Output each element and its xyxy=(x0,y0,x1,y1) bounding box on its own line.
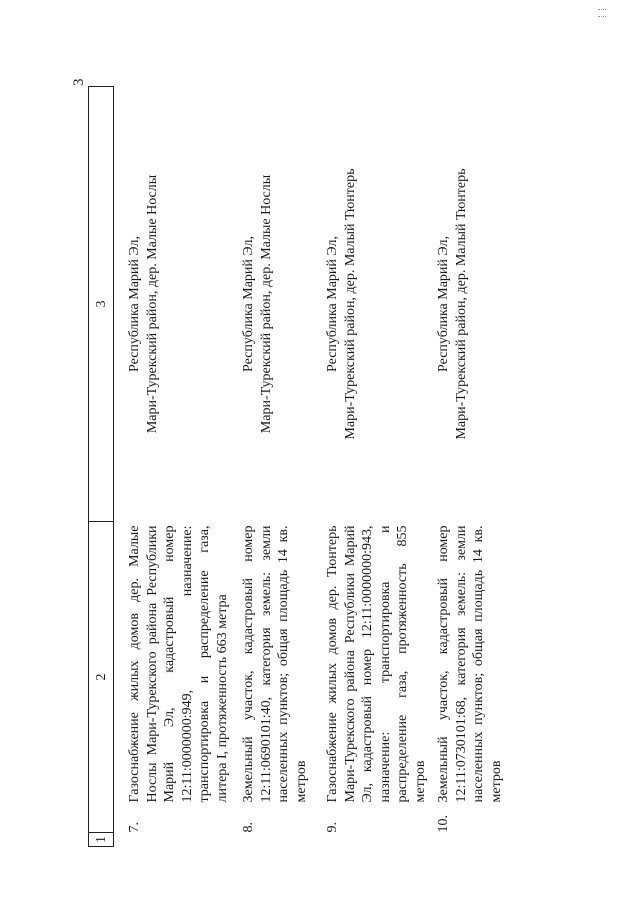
row-description: Газоснабжение жилых домов дер. Малые Нослы Мари-Турекского района Республики Марий Эл, кадастровый номер 12:11:0000000:949, назначение: транспортировка и распределение газа, литера I, протяженность 663 метра xyxy=(127,525,230,803)
location-line-1: Республика Марий Эл, xyxy=(127,236,142,372)
location-line-2: Мари-Турекский район, дер. Малые Нослы xyxy=(258,174,274,434)
description-cell xyxy=(429,522,529,833)
location-line-1: Республика Марий Эл, xyxy=(325,236,340,372)
description-cell xyxy=(231,522,318,833)
header-col-2: 2 xyxy=(89,522,114,833)
row-number: 7. xyxy=(127,822,142,833)
scan-mark xyxy=(598,9,606,17)
header-col-3: 3 xyxy=(89,87,114,522)
description-cell xyxy=(114,522,232,833)
description-cell xyxy=(318,522,429,833)
location-line-1: Республика Марий Эл, xyxy=(436,236,451,372)
row-description: Земельный участок, кадастровый номер 12:11:0690101:40, категория земель: земли населенных пунктов; общая площадь 14 кв. метров xyxy=(241,525,309,803)
row-number: 8. xyxy=(241,822,256,833)
table-row xyxy=(318,87,429,847)
row-description: Газоснабжение жилых домов дер. Тюнтерь Мари-Турекского района Республики Марий Эл, кадастровый номер 12:11:0000000:943, назначение: транспортировка и распределение газа, протяженность 855 метров xyxy=(325,525,428,803)
row-number: 10. xyxy=(436,815,451,833)
location-line-2: Мари-Турекский район, дер. Малый Тюнтерь xyxy=(453,168,469,440)
location-line-1: Республика Марий Эл, xyxy=(241,236,256,372)
header-col-1: 1 xyxy=(89,833,114,847)
table-row xyxy=(114,87,232,847)
table-row xyxy=(429,87,529,847)
table-header-row xyxy=(89,87,114,847)
location-cell xyxy=(429,87,529,522)
location-cell xyxy=(114,87,232,522)
location-cell xyxy=(318,87,429,522)
page-number: 3 xyxy=(71,78,87,86)
location-line-2: Мари-Турекский район, дер. Малые Нослы xyxy=(144,174,160,434)
location-cell xyxy=(231,87,318,522)
location-line-2: Мари-Турекский район, дер. Малый Тюнтерь xyxy=(342,168,358,440)
row-description: Земельный участок, кадастровый номер 12:11:0730101:68, категория земель: земли населенных пунктов; общая площадь 14 кв. метров xyxy=(436,525,504,803)
row-number: 9. xyxy=(325,822,340,833)
table-row xyxy=(231,87,318,847)
property-table xyxy=(88,86,529,847)
